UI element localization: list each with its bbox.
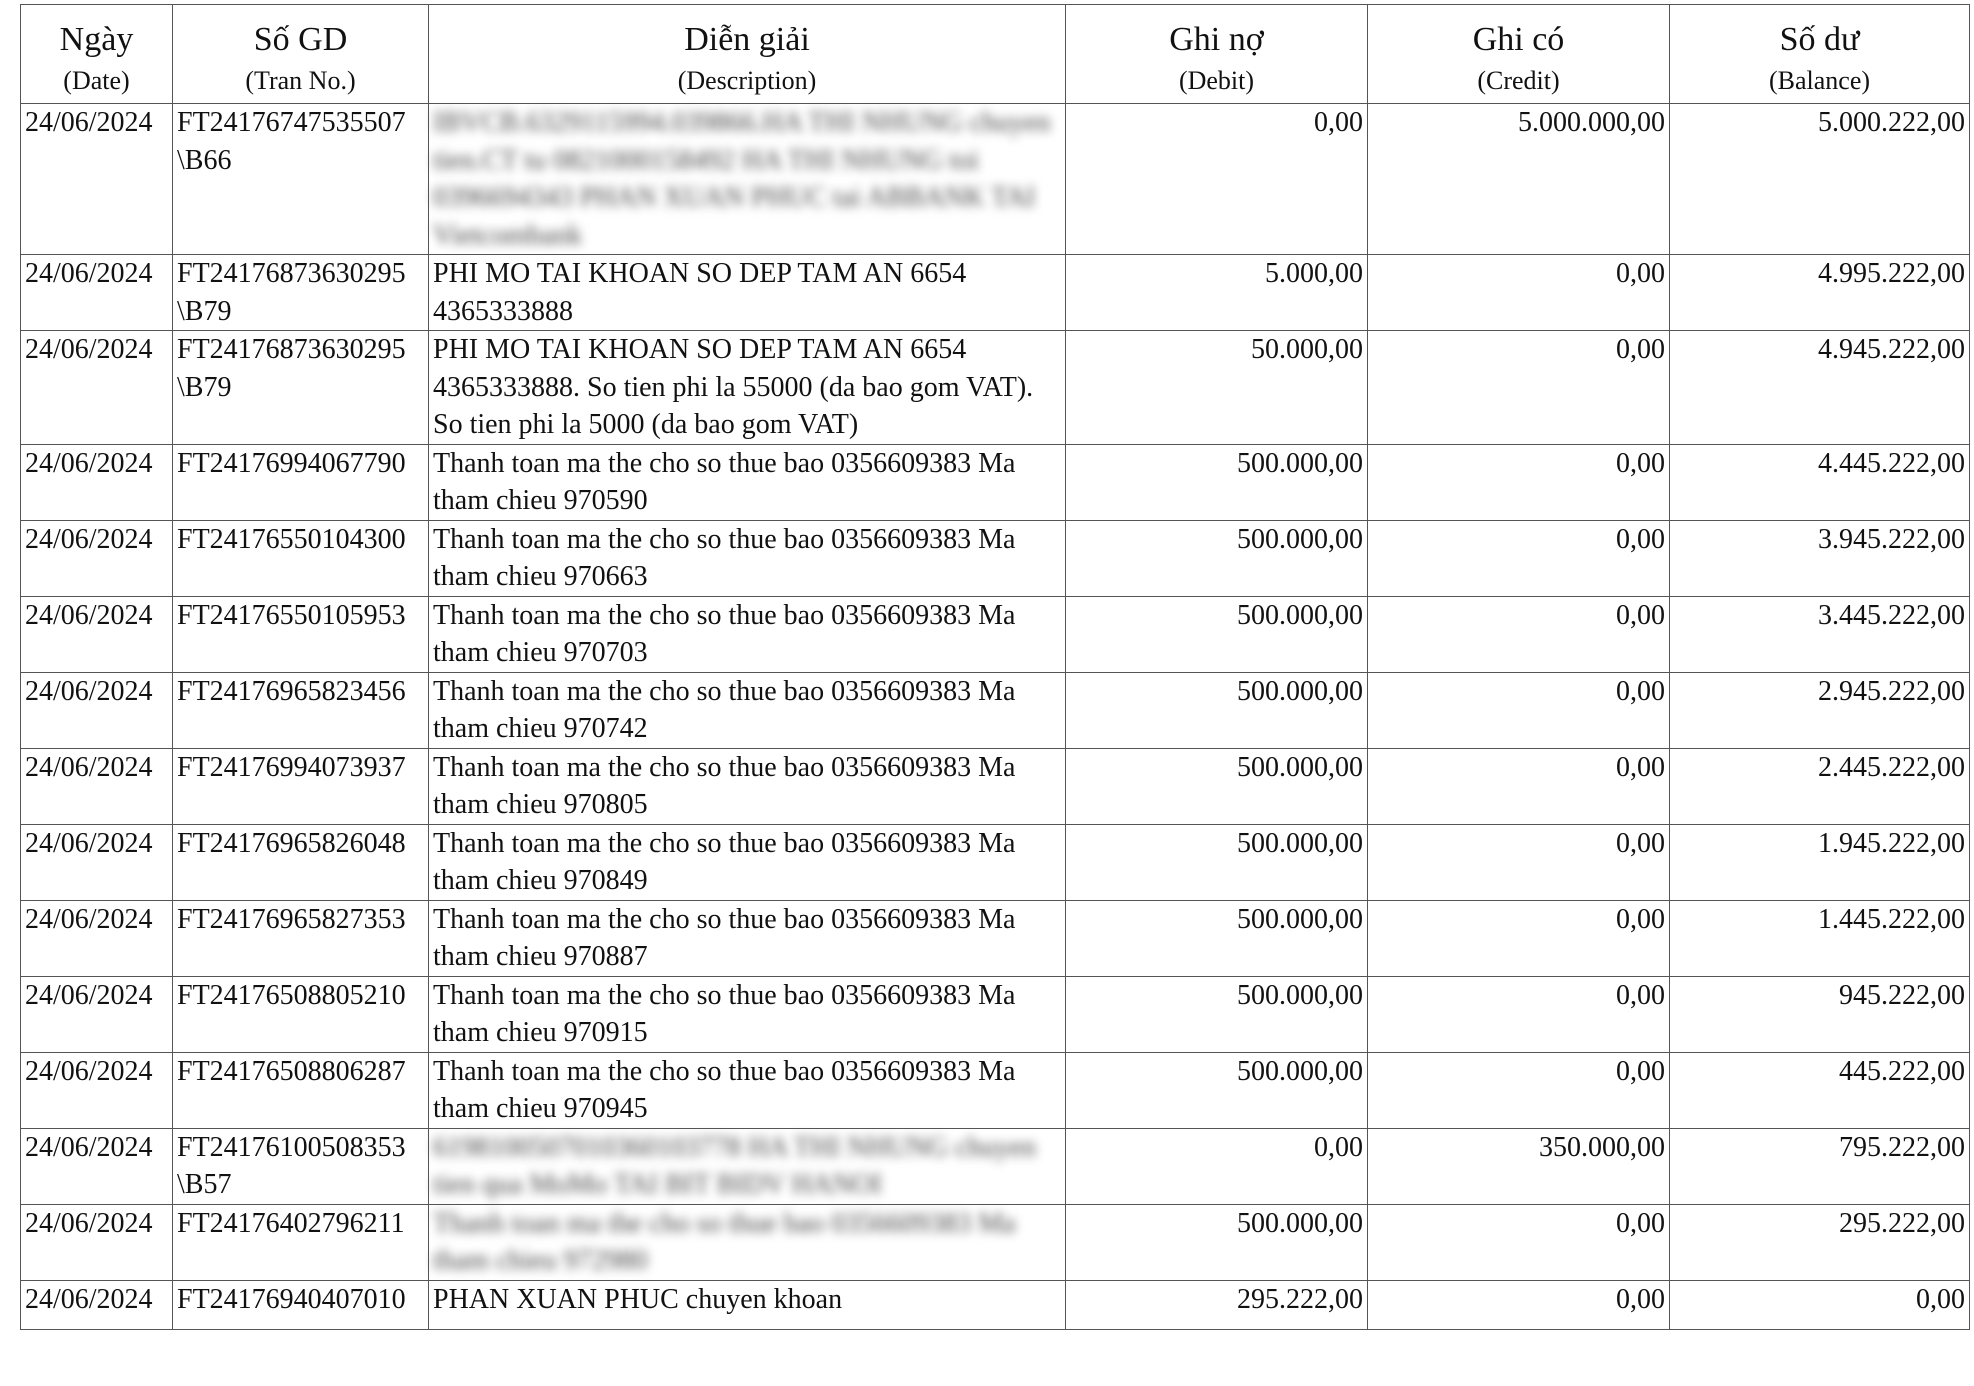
cell-tran-no: FT24176550104300	[173, 520, 429, 596]
cell-balance: 3.445.222,00	[1670, 596, 1970, 672]
cell-date: 24/06/2024	[21, 520, 173, 596]
cell-tran-no: FT24176747535507\B66	[173, 104, 429, 255]
cell-tran-no: FT24176994073937	[173, 748, 429, 824]
cell-description: IBVCB.6329115994.039866.HA THI NHUNG chuyen tien.CT tu 0821000158492 HA THI NHUNG toi 0396694343 PHAN XUAN PHUC tai ABBANK TAI Vietcombank	[429, 104, 1066, 255]
header-debit	[1066, 5, 1368, 104]
header-description	[429, 5, 1066, 104]
cell-debit: 500.000,00	[1066, 1052, 1368, 1128]
cell-credit: 0,00	[1368, 1204, 1670, 1280]
cell-balance: 4.445.222,00	[1670, 444, 1970, 520]
cell-tran-no: FT24176994067790	[173, 444, 429, 520]
cell-debit: 500.000,00	[1066, 1204, 1368, 1280]
header-description-vi: Diễn giải	[684, 21, 810, 58]
cell-debit: 500.000,00	[1066, 444, 1368, 520]
cell-description: Thanh toan ma the cho so thue bao 0356609383 Ma tham chieu 970915	[429, 976, 1066, 1052]
table-row	[21, 900, 1970, 976]
header-tran-no	[173, 5, 429, 104]
cell-tran-no: FT24176508805210	[173, 976, 429, 1052]
cell-date: 24/06/2024	[21, 1204, 173, 1280]
cell-credit: 0,00	[1368, 444, 1670, 520]
header-date	[21, 5, 173, 104]
cell-date: 24/06/2024	[21, 596, 173, 672]
cell-credit: 5.000.000,00	[1368, 104, 1670, 255]
cell-balance: 945.222,00	[1670, 976, 1970, 1052]
table-row	[21, 748, 1970, 824]
cell-date: 24/06/2024	[21, 1280, 173, 1329]
table-row	[21, 104, 1970, 255]
cell-balance: 2.445.222,00	[1670, 748, 1970, 824]
header-debit-en: (Debit)	[1178, 66, 1255, 95]
cell-date: 24/06/2024	[21, 976, 173, 1052]
cell-balance: 3.945.222,00	[1670, 520, 1970, 596]
cell-credit: 0,00	[1368, 672, 1670, 748]
cell-date: 24/06/2024	[21, 1052, 173, 1128]
cell-credit: 350.000,00	[1368, 1128, 1670, 1204]
table-row	[21, 824, 1970, 900]
header-credit-vi: Ghi có	[1472, 21, 1565, 58]
cell-description: PHAN XUAN PHUC chuyen khoan	[429, 1280, 1066, 1329]
cell-tran-no: FT24176873630295\B79	[173, 255, 429, 331]
cell-credit: 0,00	[1368, 976, 1670, 1052]
table-row	[21, 976, 1970, 1052]
cell-description: Thanh toan ma the cho so thue bao 0356609383 Ma tham chieu 970663	[429, 520, 1066, 596]
table-row	[21, 444, 1970, 520]
cell-credit: 0,00	[1368, 1280, 1670, 1329]
cell-date: 24/06/2024	[21, 748, 173, 824]
table-row	[21, 672, 1970, 748]
cell-debit: 500.000,00	[1066, 596, 1368, 672]
cell-credit: 0,00	[1368, 520, 1670, 596]
cell-tran-no: FT24176965827353	[173, 900, 429, 976]
cell-tran-no: FT24176100508353\B57	[173, 1128, 429, 1204]
header-tran-no-vi: Số GD	[253, 21, 348, 58]
cell-credit: 0,00	[1368, 331, 1670, 445]
header-balance	[1670, 5, 1970, 104]
cell-debit: 500.000,00	[1066, 824, 1368, 900]
header-balance-en: (Balance)	[1768, 66, 1871, 95]
cell-tran-no: FT24176508806287	[173, 1052, 429, 1128]
table-row	[21, 520, 1970, 596]
cell-tran-no: FT24176402796211	[173, 1204, 429, 1280]
cell-date: 24/06/2024	[21, 672, 173, 748]
transaction-table	[20, 4, 1970, 1330]
cell-debit: 500.000,00	[1066, 672, 1368, 748]
cell-debit: 0,00	[1066, 104, 1368, 255]
table-row	[21, 1280, 1970, 1329]
cell-description: Thanh toan ma the cho so thue bao 0356609383 Ma tham chieu 970742	[429, 672, 1066, 748]
cell-credit: 0,00	[1368, 824, 1670, 900]
header-balance-vi: Số dư	[1779, 21, 1860, 58]
cell-date: 24/06/2024	[21, 331, 173, 445]
cell-balance: 295.222,00	[1670, 1204, 1970, 1280]
cell-balance: 1.945.222,00	[1670, 824, 1970, 900]
cell-credit: 0,00	[1368, 255, 1670, 331]
header-debit-vi: Ghi nợ	[1169, 21, 1264, 58]
header-tran-no-en: (Tran No.)	[245, 66, 356, 95]
cell-description: Thanh toan ma the cho so thue bao 0356609383 Ma tham chieu 970945	[429, 1052, 1066, 1128]
header-date-en: (Date)	[63, 66, 130, 95]
cell-description: Thanh toan ma the cho so thue bao 0356609383 Ma tham chieu 970849	[429, 824, 1066, 900]
cell-tran-no: FT24176965826048	[173, 824, 429, 900]
table-row	[21, 1052, 1970, 1128]
cell-debit: 500.000,00	[1066, 900, 1368, 976]
cell-date: 24/06/2024	[21, 824, 173, 900]
cell-description: Thanh toan ma the cho so thue bao 0356609383 Ma tham chieu 972980	[429, 1204, 1066, 1280]
cell-credit: 0,00	[1368, 1052, 1670, 1128]
cell-date: 24/06/2024	[21, 900, 173, 976]
header-date-vi: Ngày	[59, 21, 134, 58]
cell-balance: 445.222,00	[1670, 1052, 1970, 1128]
table-header-row	[21, 5, 1970, 104]
cell-tran-no: FT24176550105953	[173, 596, 429, 672]
cell-date: 24/06/2024	[21, 255, 173, 331]
cell-balance: 2.945.222,00	[1670, 672, 1970, 748]
cell-date: 24/06/2024	[21, 444, 173, 520]
cell-balance: 5.000.222,00	[1670, 104, 1970, 255]
cell-description: PHI MO TAI KHOAN SO DEP TAM AN 6654 4365333888	[429, 255, 1066, 331]
cell-balance: 795.222,00	[1670, 1128, 1970, 1204]
cell-description: 6198100507010360103778 HA THI NHUNG chuyen tien qua MoMo TAI BIT BIDV HANOI	[429, 1128, 1066, 1204]
cell-tran-no: FT24176965823456	[173, 672, 429, 748]
cell-description: Thanh toan ma the cho so thue bao 0356609383 Ma tham chieu 970590	[429, 444, 1066, 520]
cell-balance: 0,00	[1670, 1280, 1970, 1329]
cell-debit: 500.000,00	[1066, 520, 1368, 596]
cell-description: Thanh toan ma the cho so thue bao 0356609383 Ma tham chieu 970805	[429, 748, 1066, 824]
header-credit	[1368, 5, 1670, 104]
cell-credit: 0,00	[1368, 596, 1670, 672]
cell-balance: 1.445.222,00	[1670, 900, 1970, 976]
cell-debit: 500.000,00	[1066, 748, 1368, 824]
cell-description: Thanh toan ma the cho so thue bao 0356609383 Ma tham chieu 970887	[429, 900, 1066, 976]
cell-tran-no: FT24176873630295\B79	[173, 331, 429, 445]
cell-description: Thanh toan ma the cho so thue bao 0356609383 Ma tham chieu 970703	[429, 596, 1066, 672]
cell-credit: 0,00	[1368, 900, 1670, 976]
cell-debit: 5.000,00	[1066, 255, 1368, 331]
header-credit-en: (Credit)	[1477, 66, 1560, 95]
cell-tran-no: FT24176940407010	[173, 1280, 429, 1329]
cell-date: 24/06/2024	[21, 104, 173, 255]
cell-debit: 0,00	[1066, 1128, 1368, 1204]
header-description-en: (Description)	[677, 66, 817, 95]
table-row	[21, 1128, 1970, 1204]
table-row	[21, 331, 1970, 445]
cell-balance: 4.995.222,00	[1670, 255, 1970, 331]
table-row	[21, 255, 1970, 331]
cell-debit: 50.000,00	[1066, 331, 1368, 445]
cell-credit: 0,00	[1368, 748, 1670, 824]
cell-balance: 4.945.222,00	[1670, 331, 1970, 445]
cell-description: PHI MO TAI KHOAN SO DEP TAM AN 6654 4365333888. So tien phi la 55000 (da bao gom VAT). So tien phi la 5000 (da bao gom VAT)	[429, 331, 1066, 445]
cell-debit: 500.000,00	[1066, 976, 1368, 1052]
table-row	[21, 1204, 1970, 1280]
cell-debit: 295.222,00	[1066, 1280, 1368, 1329]
table-row	[21, 596, 1970, 672]
cell-date: 24/06/2024	[21, 1128, 173, 1204]
